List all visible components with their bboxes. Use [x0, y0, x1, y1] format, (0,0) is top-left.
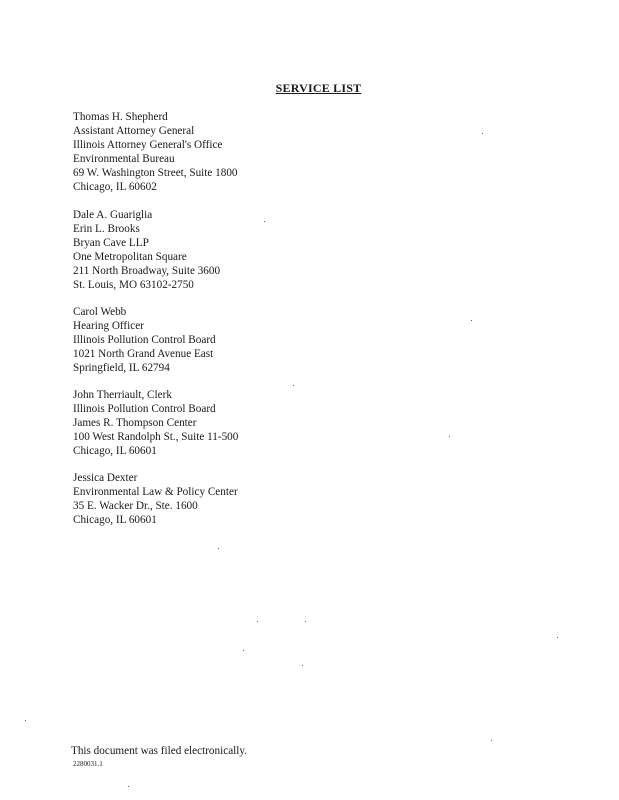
entry-line: Illinois Pollution Control Board: [73, 403, 216, 415]
entry-line: Chicago, IL 60602: [73, 181, 157, 193]
scan-speck: [305, 621, 306, 622]
scan-speck: [293, 385, 294, 386]
scan-speck: [218, 548, 219, 549]
entry-line: Illinois Pollution Control Board: [73, 334, 216, 346]
filing-note: This document was filed electronically.: [71, 745, 248, 757]
entry-line: 100 West Randolph St., Suite 11-500: [73, 431, 239, 443]
entry-line: John Therriault, Clerk: [73, 389, 172, 401]
service-entry-3: [73, 388, 238, 458]
page-title: SERVICE LIST: [275, 81, 362, 95]
entry-line: 1021 North Grand Avenue East: [73, 348, 214, 360]
scan-speck: [302, 665, 303, 666]
entry-line: Carol Webb: [73, 306, 127, 318]
entry-line: Chicago, IL 60601: [73, 445, 157, 457]
entry-line: Assistant Attorney General: [73, 125, 195, 137]
scan-speck: [25, 720, 26, 721]
entry-line: James R. Thompson Center: [73, 417, 197, 429]
entry-line: Environmental Law & Policy Center: [73, 486, 238, 498]
service-entry-4: [73, 471, 238, 527]
scan-speck: [128, 786, 129, 787]
scan-speck: [491, 740, 492, 741]
scan-speck: [471, 320, 472, 321]
entry-line: Bryan Cave LLP: [73, 237, 149, 249]
entry-line: Thomas H. Shepherd: [73, 111, 168, 123]
entry-line: One Metropolitan Square: [73, 251, 187, 263]
entry-line: Hearing Officer: [73, 320, 144, 332]
scan-speck: [449, 436, 450, 437]
service-entry-1: [73, 208, 220, 292]
entry-line: Erin L. Brooks: [73, 223, 140, 235]
scan-speck: [264, 221, 265, 222]
entry-line: 69 W. Washington Street, Suite 1800: [73, 167, 238, 179]
entry-line: 35 E. Wacker Dr., Ste. 1600: [73, 500, 198, 512]
service-entry-2: [73, 305, 216, 375]
entry-line: Environmental Bureau: [73, 153, 175, 165]
service-entry-0: [73, 110, 238, 194]
entry-line: Chicago, IL 60601: [73, 514, 157, 526]
entry-line: Springfield, IL 62794: [73, 362, 170, 374]
entry-line: Illinois Attorney General's Office: [73, 139, 223, 151]
scan-speck: [482, 133, 483, 134]
entry-line: Jessica Dexter: [73, 472, 138, 484]
entry-line: 211 North Broadway, Suite 3600: [73, 265, 221, 277]
scan-speck: [257, 621, 258, 622]
document-id: 2280031.1: [73, 760, 103, 768]
entry-line: St. Louis, MO 63102-2750: [73, 279, 194, 291]
entry-line: Dale A. Guariglia: [73, 209, 153, 221]
scan-speck: [557, 637, 558, 638]
scan-speck: [243, 650, 244, 651]
